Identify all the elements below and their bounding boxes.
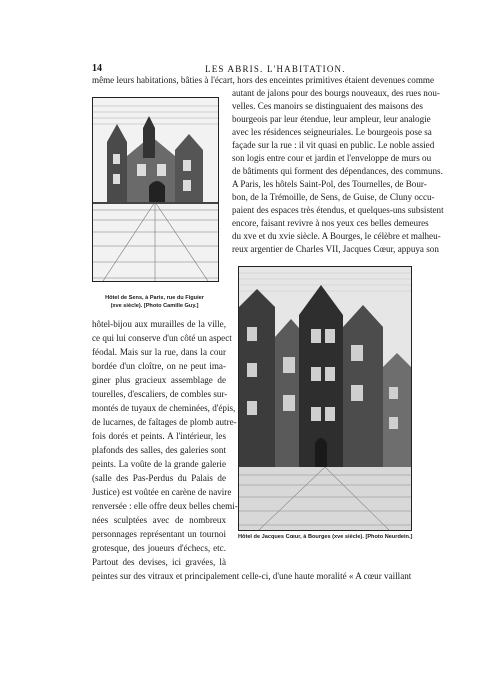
text-line: bordée d'un cloître, on ne peut ima- xyxy=(92,361,226,371)
text-line: autant de jalons pour des bourgs nouveaux, des rues nou- xyxy=(232,88,440,98)
hotel-jacques-coeur-engraving xyxy=(238,266,412,531)
text-line: fois dorés et peints. A l'intérieur, les xyxy=(92,431,226,441)
text-line: montés de tuyaux de cheminées, d'épis, xyxy=(92,403,236,413)
text-line: Justice) est voûtée en carène de navire xyxy=(92,487,232,497)
figure-caption-line: (xve siècle). [Photo Camille Guy.] xyxy=(110,303,199,309)
text-line: bourgeois par leur étendue, leur ampleur, leur analogie xyxy=(232,114,431,124)
hotel-de-sens-engraving xyxy=(92,97,219,282)
text-line: grotesque, des joueurs d'échecs, etc. xyxy=(92,543,226,553)
text-line: paient des espaces très étendus, et quelques-uns subsistent xyxy=(232,205,444,215)
text-line: hôtel-bijou aux murailles de la ville, xyxy=(92,319,226,329)
text-line: tourelles, d'escaliers, de combles sur- xyxy=(92,389,228,399)
text-line: de bâtiments qui forment des dépendances, des communs. xyxy=(232,166,443,176)
text-line: giner plus gracieux assemblage de xyxy=(92,375,226,385)
text-line: reux argentier de Charles VII, Jacques Cœur, appuya son xyxy=(232,244,439,254)
text-line: façade sur la rue : il vit quasi en public. Le noble assied xyxy=(232,140,435,150)
first-text-line: même leurs habitations, bâties à l'écart, hors des enceintes primitives étaient devenues comme xyxy=(92,75,435,85)
text-line: du xve et du xvie siècle. A Bourges, le célèbre et malheu- xyxy=(232,231,441,241)
text-line: A Paris, les hôtels Saint-Pol, des Tournelles, de Bour- xyxy=(232,179,427,189)
text-line: (salle des Pas-Perdus du Palais de xyxy=(92,473,226,483)
text-line: encore, faisant revivre à nos yeux ces belles demeures xyxy=(232,218,429,228)
text-line: avec les résidences seigneuriales. Le bourgeois pose sa xyxy=(232,127,432,137)
text-line: velles. Ces manoirs se distinguaient des maisons des xyxy=(232,101,423,111)
running-title: LES ABRIS. L'HABITATION. xyxy=(205,64,346,74)
text-line: de lucarnes, de faîtages de plomb autre- xyxy=(92,417,237,427)
figure-caption-line: Hôtel de Sens, à Paris, rue du Figuier xyxy=(105,295,204,301)
figure-caption: Hôtel de Jacques Cœur, à Bourges (xve siècle). [Photo Neurdein.] xyxy=(238,534,413,540)
text-line: renversée : elle offre deux belles chemi- xyxy=(92,501,238,511)
text-line: peints. La voûte de la grande galerie xyxy=(92,459,226,469)
bottom-text-line: peintes sur des vitraux et principalement celle-ci, d'une haute moralité « A cœur vaillant xyxy=(92,571,412,581)
text-line: plafonds des salles, des galeries sont xyxy=(92,445,226,455)
text-line: féodal. Mais sur la rue, dans la cour xyxy=(92,347,226,357)
text-line: ce qui lui conserve d'un côté un aspect xyxy=(92,333,232,343)
text-line: personnages représentant un tournoi xyxy=(92,529,226,539)
text-line: Partout des devises, ici gravées, là xyxy=(92,557,226,567)
text-line: nées sculptées avec de nombreux xyxy=(92,515,226,525)
text-line: son logis entre cour et jardin et l'enveloppe de murs ou xyxy=(232,153,432,163)
text-line: bon, de la Trémoille, de Sens, de Guise, de Cluny occu- xyxy=(232,192,435,202)
page-number: 14 xyxy=(92,63,102,74)
